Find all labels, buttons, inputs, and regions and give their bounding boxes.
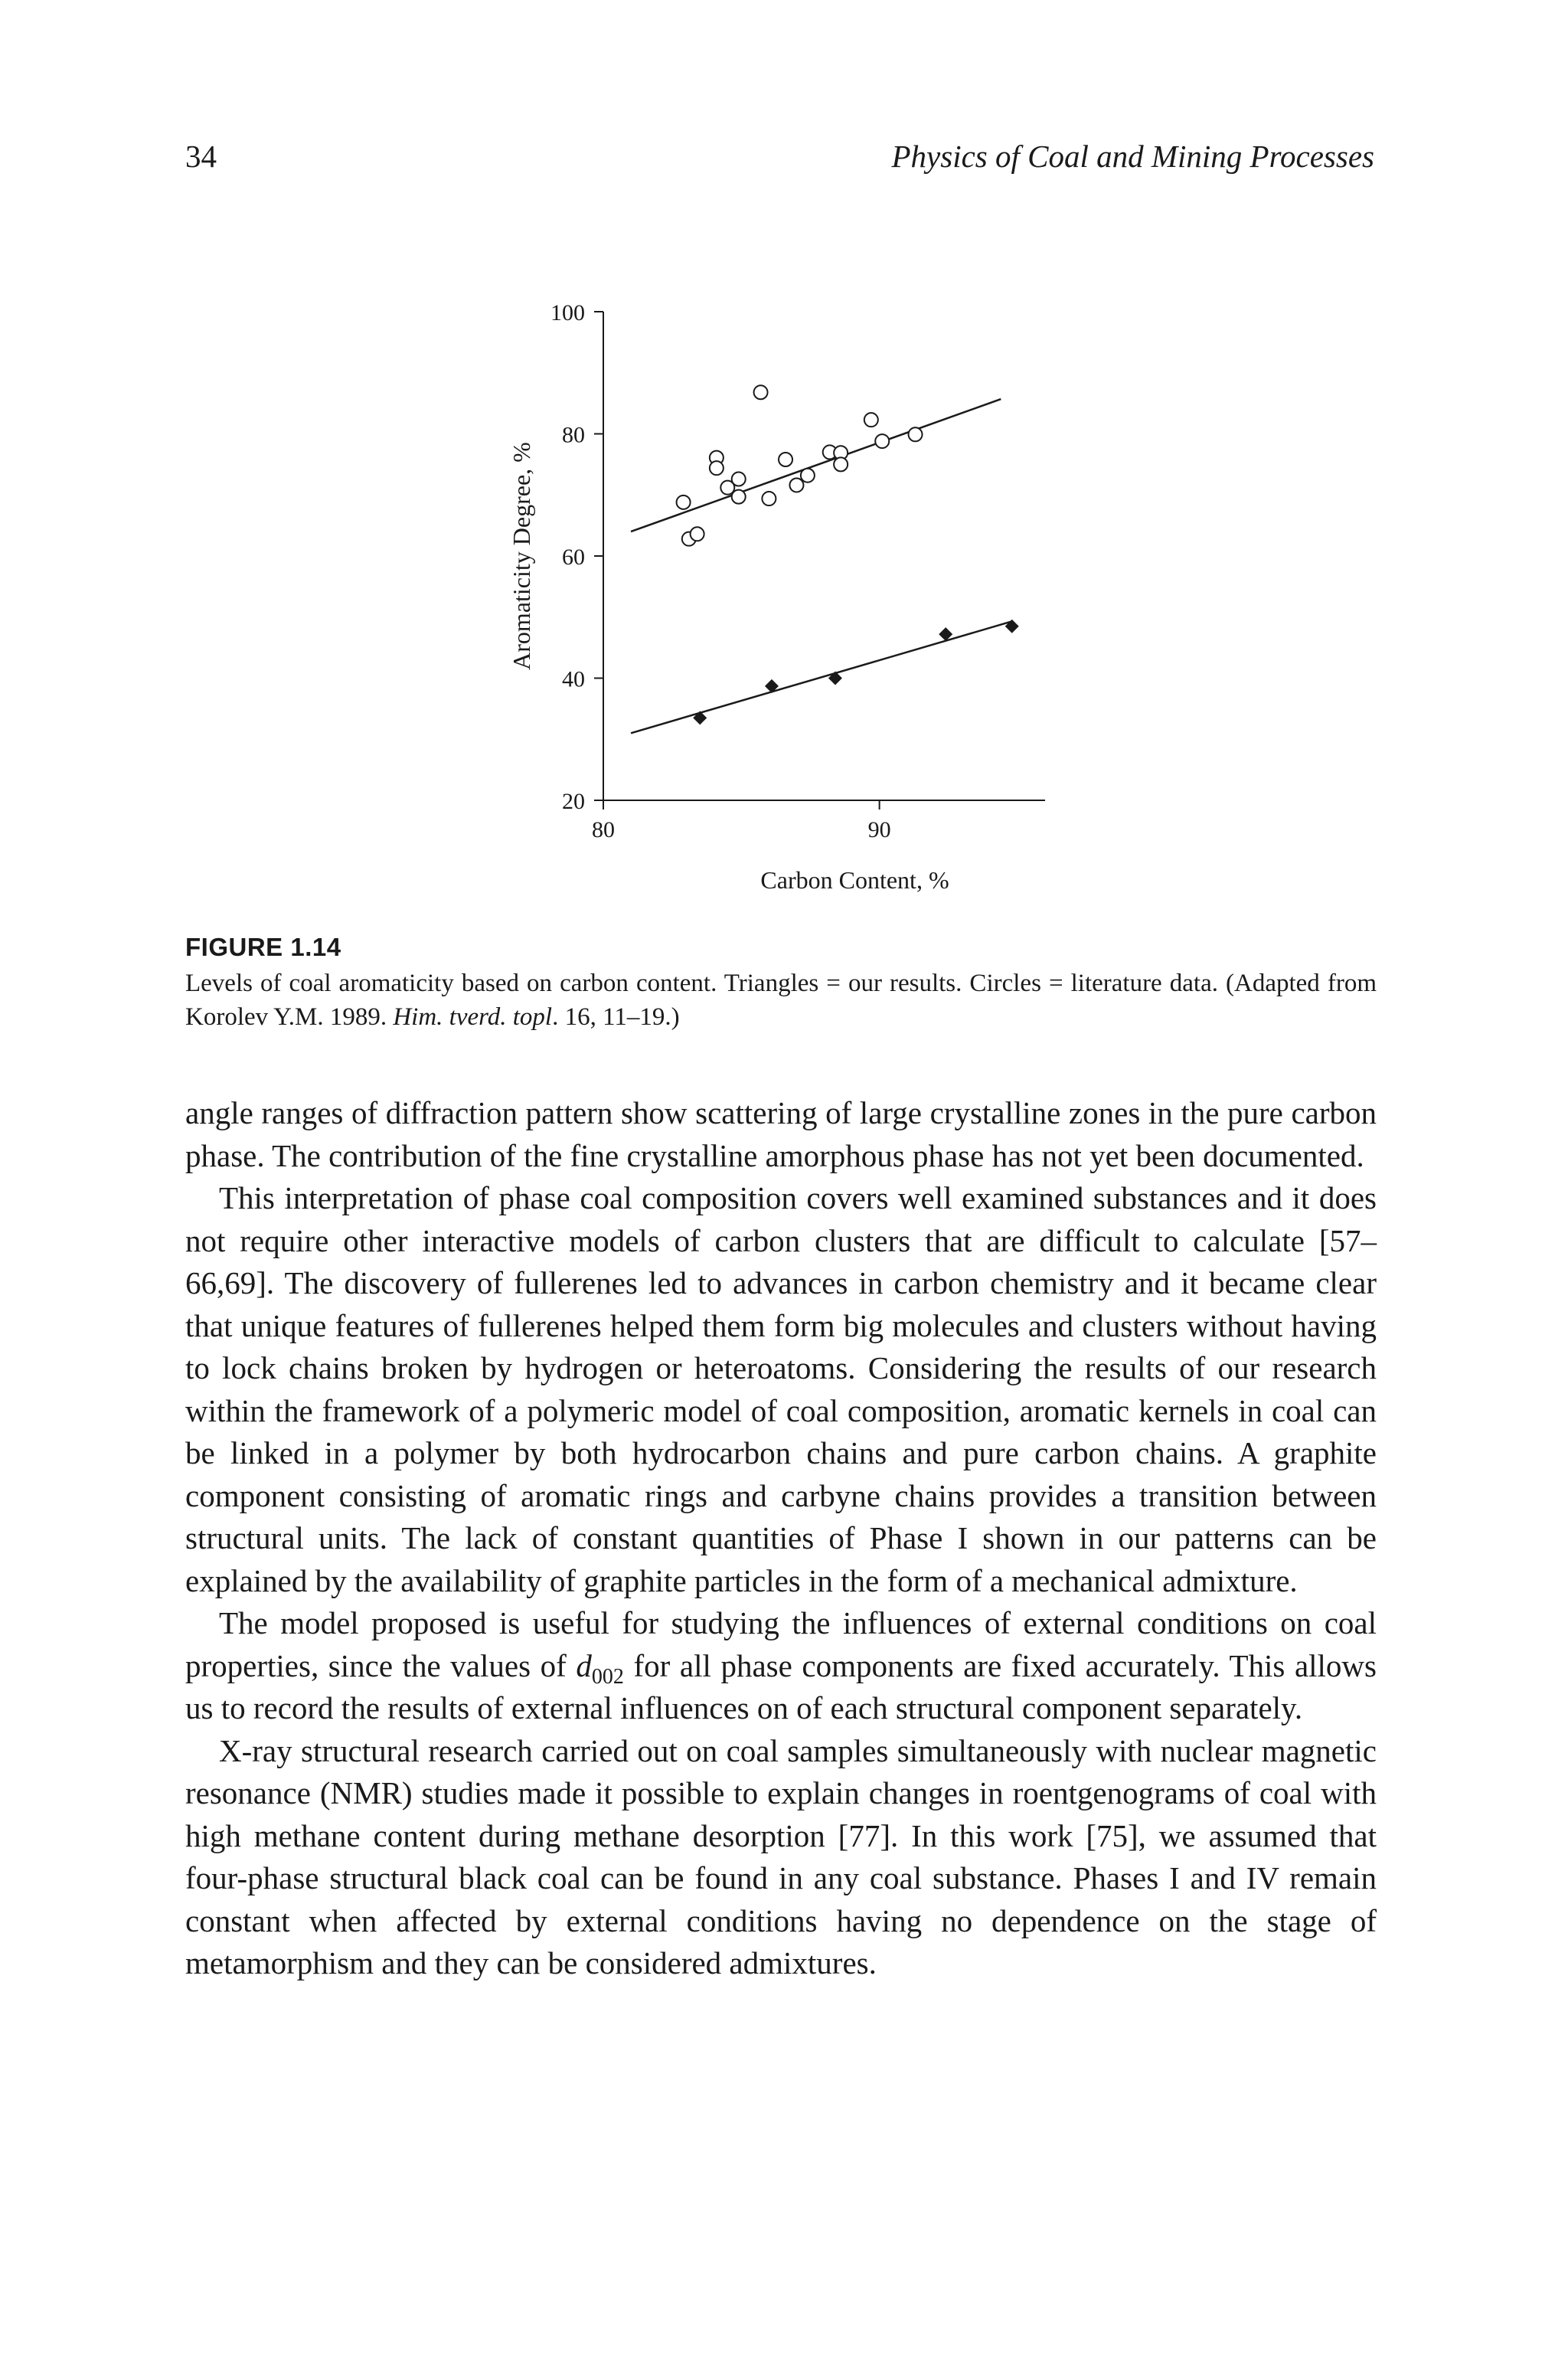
figure-caption	[185, 933, 1377, 1034]
results-trend-line	[631, 621, 1012, 733]
result-point-0	[693, 711, 707, 724]
literature-point-8	[754, 385, 768, 399]
x-axis-label: Carbon Content, %	[760, 866, 949, 894]
x-tick-label-90: 90	[867, 817, 891, 842]
trend-layer	[631, 399, 1012, 733]
points-layer	[677, 385, 1019, 724]
caption-text	[185, 966, 1377, 1034]
literature-trend-line	[631, 399, 1001, 531]
caption-text-end: . 16, 11–19.)	[552, 1003, 680, 1031]
literature-point-9	[762, 492, 776, 505]
d-subscript: 002	[591, 1664, 624, 1689]
running-title: Physics of Coal and Mining Processes	[891, 139, 1374, 174]
literature-point-17	[875, 434, 889, 448]
page-number: 34	[185, 139, 217, 174]
paragraph-3-start: The model proposed is useful for studying the influences of external conditions on coal properties, since the values of	[185, 1605, 1377, 1683]
literature-point-10	[779, 453, 792, 466]
figure-chart	[459, 280, 1072, 908]
literature-point-0	[677, 496, 691, 509]
x-tick-label-80: 80	[592, 817, 615, 842]
literature-point-6	[732, 490, 746, 504]
result-point-4	[1005, 620, 1019, 633]
y-tick-label-60: 60	[562, 545, 585, 570]
paragraph-1: angle ranges of diffraction pattern show scattering of large crystalline zones in the pure carbon phase. The contribution of the fine crystalline amorphous phase has not yet been documented.	[185, 1095, 1377, 1173]
paragraph-3-end: for all phase components are fixed accurately. This allows us to record the results of external influences on of each structural component separately.	[185, 1647, 1377, 1725]
y-tick-label-40: 40	[562, 666, 585, 692]
y-tick-label-80: 80	[562, 422, 585, 448]
caption-text-main: Levels of coal aromaticity based on carbon content. Triangles = our results. Circles = literature data. (Adapted from Korolev Y.M. 1989.	[185, 970, 1377, 1031]
literature-point-16	[864, 413, 878, 427]
d-symbol: d	[576, 1647, 592, 1683]
literature-point-15	[834, 457, 848, 471]
paragraph-4: X-ray structural research carried out on coal samples simultaneously with nuclear magnetic resonance (NMR) studies made it possible to explain changes in roentgenograms of coal with high methane content during methane desorption [77]. In this work [75], we assumed that four-phase structural black coal can be found in any coal substance. Phases I and IV remain constant when affected by external conditions having no dependence on the stage of metamorphism and they can be considered admixtures.	[185, 1732, 1377, 1980]
result-point-2	[828, 672, 842, 685]
paragraph-2: This interpretation of phase coal composition covers well examined substances and it does not require other interactive models of carbon clusters that are difficult to calculate [57–66,69]. The discovery of fullerenes led to advances in carbon chemistry and it became clear that unique features of fullerenes helped them form big molecules and clusters without having to lock chains broken by hydrogen or heteroatoms. Considering the results of our research within the framework of a polymeric model of coal composition, aromatic kernels in coal can be linked in a polymer by both hydrocarbon chains and pure carbon chains. A graphite component consisting of aromatic rings and carbyne chains provides a transition between structural units. The lack of constant quantities of Phase I shown in our patterns can be explained by the availability of graphite particles in the form of a mechanical admixture.	[185, 1180, 1377, 1598]
caption-journal: Him. tverd. topl	[393, 1003, 553, 1031]
literature-point-12	[801, 469, 815, 482]
body-text	[185, 1092, 1377, 1985]
literature-point-2	[691, 527, 704, 541]
literature-point-7	[732, 473, 746, 486]
figure-label: FIGURE 1.14	[185, 933, 341, 961]
y-tick-label-100: 100	[550, 300, 585, 325]
literature-point-11	[789, 478, 803, 492]
paragraph-3	[185, 1602, 1377, 1730]
literature-point-4	[710, 461, 724, 475]
y-axis-label: Aromaticity Degree, %	[508, 442, 535, 670]
y-tick-label-20: 20	[562, 789, 585, 814]
axes-layer	[508, 300, 1045, 894]
literature-point-18	[909, 427, 923, 441]
